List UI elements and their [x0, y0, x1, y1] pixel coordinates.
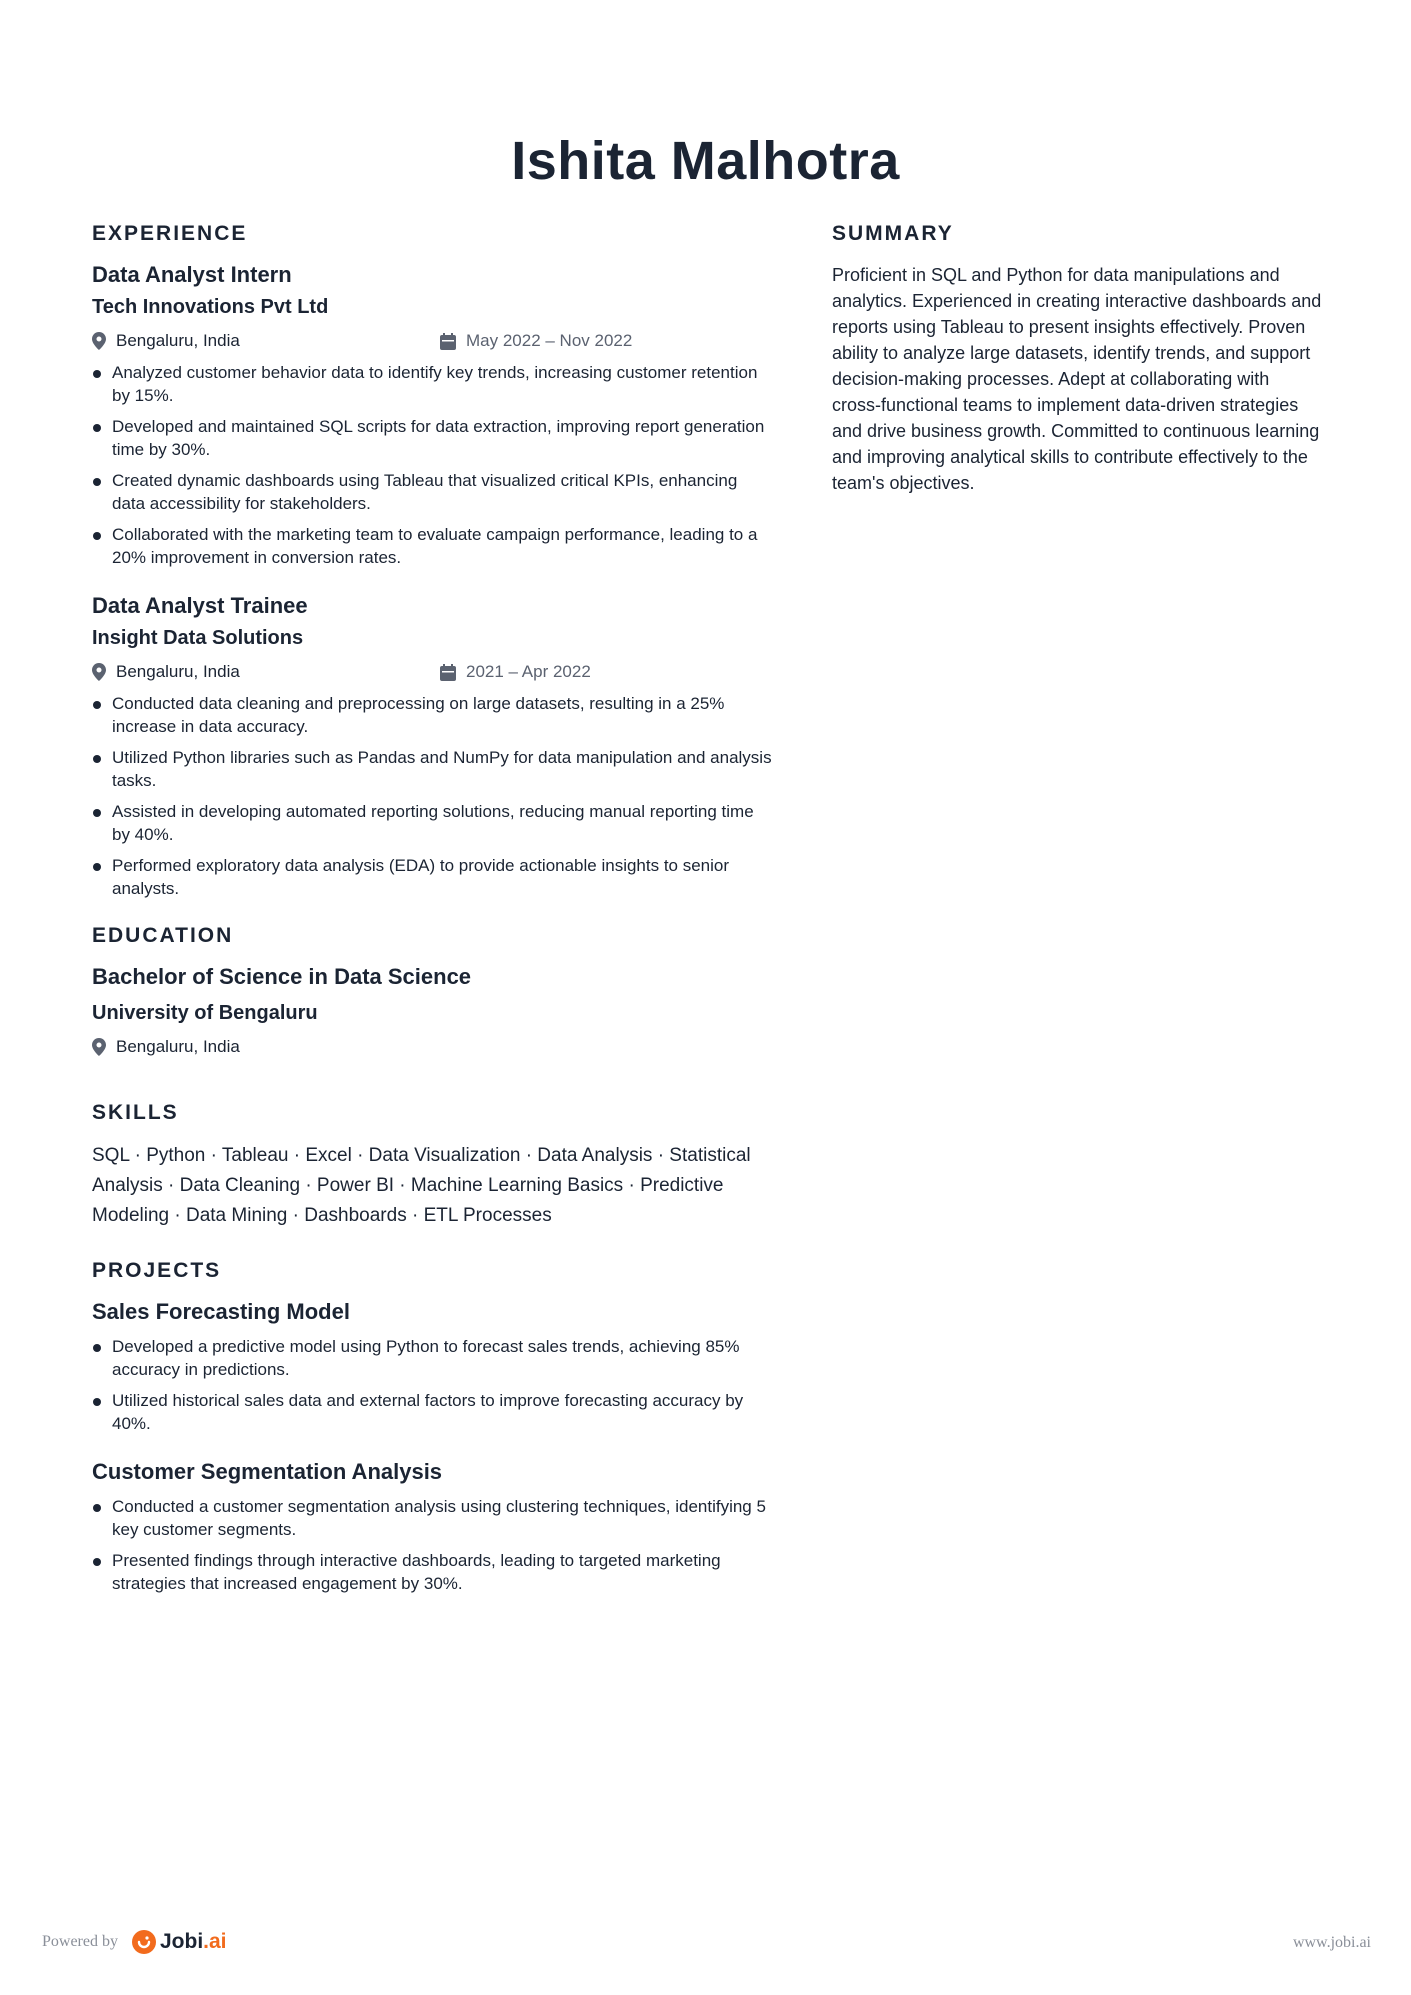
job-title: Data Analyst Trainee	[92, 593, 308, 618]
bullet-item: Developed and maintained SQL scripts for data extraction, improving report generation time by 30%.	[92, 415, 772, 461]
education-section	[92, 924, 772, 1057]
bullet-item: Utilized historical sales data and external factors to improve forecasting accuracy by 40%.	[92, 1389, 772, 1435]
bullet-item: Conducted a customer segmentation analysis using clustering techniques, identifying 5 key customer segments.	[92, 1495, 772, 1541]
bullet-item: Performed exploratory data analysis (EDA) to provide actionable insights to senior analysts.	[92, 854, 772, 900]
project-title: Customer Segmentation Analysis	[92, 1459, 443, 1484]
job-bullets	[92, 692, 772, 900]
education-location	[92, 1037, 440, 1057]
skills-section	[92, 1101, 772, 1231]
experience-section	[92, 222, 772, 900]
degree-title: Bachelor of Science in Data Science	[92, 964, 472, 989]
company-name: Insight Data Solutions	[92, 627, 304, 649]
logo-suffix: .ai	[203, 1930, 227, 1953]
bullet-item: Assisted in developing automated reporting solutions, reducing manual reporting time by 40%.	[92, 800, 772, 846]
date-text: May 2022 – Nov 2022	[466, 331, 633, 350]
job-location	[92, 331, 440, 351]
job-dates	[440, 662, 591, 682]
job-location	[92, 662, 440, 682]
skills-heading: SKILLS	[92, 1101, 179, 1124]
projects-heading: PROJECTS	[92, 1259, 222, 1282]
job-bullets	[92, 361, 772, 569]
location-text: Bengaluru, India	[116, 662, 240, 681]
bullet-item: Conducted data cleaning and preprocessing on large datasets, resulting in a 25% increase in data accuracy.	[92, 692, 772, 738]
job-entry	[92, 262, 772, 569]
right-column	[832, 222, 1322, 496]
project-title: Sales Forecasting Model	[92, 1299, 350, 1324]
location-pin-icon	[92, 663, 106, 681]
school-name: University of Bengaluru	[92, 1002, 318, 1024]
location-pin-icon	[92, 332, 106, 350]
job-meta	[92, 331, 772, 351]
jobi-logo[interactable]	[132, 1930, 227, 1954]
project-bullets	[92, 1335, 772, 1435]
summary-text: Proficient in SQL and Python for data manipulations and analytics. Experienced in creating interactive dashboards and reports using Tableau to present insights effectively. Proven ability to analyze large datasets, identify trends, and support decision-making processes. Adept at collaborating with cross-functional teams to implement data-driven strategies and drive business growth. Committed to continuous learning and improving analytical skills to contribute effectively to the team's objectives.	[832, 265, 1322, 493]
bullet-item: Utilized Python libraries such as Pandas and NumPy for data manipulation and analysis tasks.	[92, 746, 772, 792]
bullet-item: Created dynamic dashboards using Tableau that visualized critical KPIs, enhancing data accessibility for stakeholders.	[92, 469, 772, 515]
powered-by-footer	[42, 1930, 227, 1954]
education-meta	[92, 1037, 772, 1057]
project-bullets	[92, 1495, 772, 1595]
date-text: 2021 – Apr 2022	[466, 662, 591, 681]
project-entry	[92, 1299, 772, 1435]
jobi-logo-text	[160, 1930, 227, 1954]
jobi-logo-icon	[132, 1930, 156, 1954]
company-name: Tech Innovations Pvt Ltd	[92, 296, 329, 318]
job-meta	[92, 662, 772, 682]
bullet-item: Developed a predictive model using Python to forecast sales trends, achieving 85% accuracy in predictions.	[92, 1335, 772, 1381]
project-entry	[92, 1459, 772, 1595]
calendar-icon	[440, 333, 456, 350]
logo-main: Jobi	[159, 1930, 204, 1953]
powered-by-label: Powered by	[42, 1933, 118, 1950]
calendar-icon	[440, 664, 456, 681]
bullet-item: Analyzed customer behavior data to identify key trends, increasing customer retention by 15%.	[92, 361, 772, 407]
location-pin-icon	[92, 1038, 106, 1056]
location-text: Bengaluru, India	[116, 1037, 240, 1056]
experience-heading: EXPERIENCE	[92, 222, 248, 245]
bullet-item: Collaborated with the marketing team to evaluate campaign performance, leading to a 20% improvement in conversion rates.	[92, 523, 772, 569]
skills-list: SQL · Python · Tableau · Excel · Data Visualization · Data Analysis · Statistical Analysis · Data Cleaning · Power BI · Machine Learning Basics · Predictive Modeling · Data Mining · Dashboards · ETL Processes	[92, 1145, 751, 1226]
left-column	[92, 222, 772, 1619]
job-entry	[92, 593, 772, 900]
location-text: Bengaluru, India	[116, 331, 240, 350]
job-title: Data Analyst Intern	[92, 262, 292, 287]
education-heading: EDUCATION	[92, 924, 234, 947]
website-link[interactable]: www.jobi.ai	[1292, 1934, 1371, 1951]
job-dates	[440, 331, 632, 351]
summary-heading: SUMMARY	[832, 222, 954, 245]
resume-name: Ishita Malhotra	[511, 131, 900, 191]
projects-section	[92, 1259, 772, 1595]
bullet-item: Presented findings through interactive dashboards, leading to targeted marketing strategies that increased engagement by 30%.	[92, 1549, 772, 1595]
